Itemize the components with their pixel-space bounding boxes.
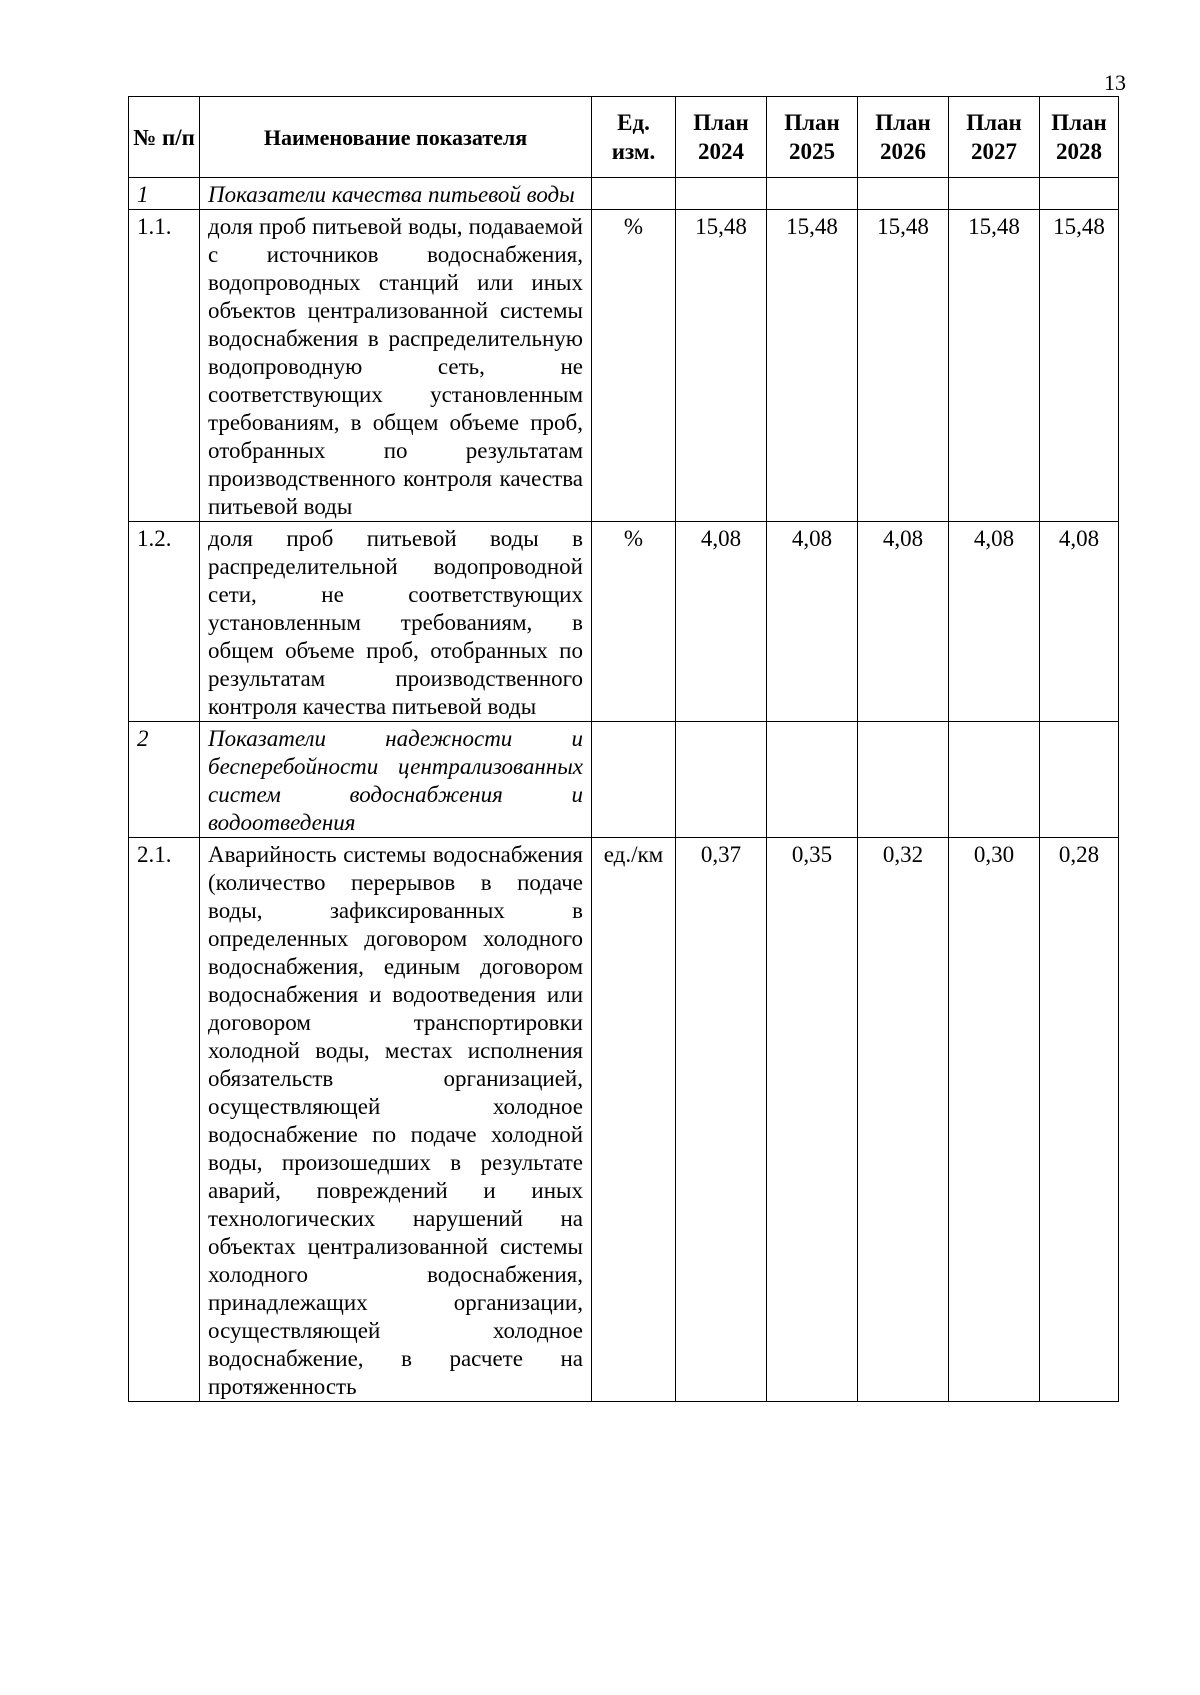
row-num: 1.1. [129, 210, 200, 522]
row-value-2028 [1040, 178, 1119, 210]
row-value-2028 [1040, 722, 1119, 838]
row-value-2025 [767, 178, 858, 210]
header-plan-2025: План 2025 [767, 97, 858, 178]
table-row [129, 838, 1119, 1402]
row-unit [592, 178, 676, 210]
row-num: 1.2. [129, 522, 200, 722]
header-num: № п/п [129, 97, 200, 178]
row-value-2027: 0,30 [949, 838, 1040, 1402]
row-name: доля проб питьевой воды в распределительной водопроводной сети, не соответствующих установленным требованиям, в общем объеме проб, отобранных по результатам производственного контроля качества питьевой воды [200, 522, 592, 722]
row-unit: % [592, 210, 676, 522]
row-value-2025: 4,08 [767, 522, 858, 722]
row-value-2028: 0,28 [1040, 838, 1119, 1402]
row-value-2025: 15,48 [767, 210, 858, 522]
row-value-2028: 4,08 [1040, 522, 1119, 722]
row-value-2027 [949, 722, 1040, 838]
row-value-2027: 4,08 [949, 522, 1040, 722]
row-name: Аварийность системы водоснабжения (количество перерывов в подаче воды, зафиксированных в определенных договором холодного водоснабжения, единым договором водоснабжения и водоотведения или договором транспортировки холодной воды, местах исполнения обязательств организацией, осуществляющей холодное водоснабжение по подаче холодной воды, произошедших в результате аварий, повреждений и иных технологических нарушений на объектах централизованной системы холодного водоснабжения, принадлежащих организации, осуществляющей холодное водоснабжение, в расчете на протяженность [200, 838, 592, 1402]
row-unit: ед./км [592, 838, 676, 1402]
page-number: 13 [1104, 70, 1126, 95]
table-header-row [129, 97, 1119, 178]
row-value-2025 [767, 722, 858, 838]
row-value-2024 [676, 178, 767, 210]
row-value-2027: 15,48 [949, 210, 1040, 522]
header-name: Наименование показателя [200, 97, 592, 178]
row-value-2024 [676, 722, 767, 838]
header-plan-2028: План 2028 [1040, 97, 1119, 178]
row-value-2024: 15,48 [676, 210, 767, 522]
table-row [129, 722, 1119, 838]
row-value-2027 [949, 178, 1040, 210]
row-value-2026 [858, 722, 949, 838]
row-value-2025: 0,35 [767, 838, 858, 1402]
table-row [129, 178, 1119, 210]
row-value-2024: 4,08 [676, 522, 767, 722]
row-name: Показатели качества питьевой воды [200, 178, 592, 210]
table-row [129, 522, 1119, 722]
row-value-2024: 0,37 [676, 838, 767, 1402]
header-unit: Ед. изм. [592, 97, 676, 178]
row-value-2026: 15,48 [858, 210, 949, 522]
header-plan-2026: План 2026 [858, 97, 949, 178]
table-row [129, 210, 1119, 522]
row-value-2026: 0,32 [858, 838, 949, 1402]
row-num: 2.1. [129, 838, 200, 1402]
row-name: Показатели надежности и бесперебойности централизованных систем водоснабжения и водоотведения [200, 722, 592, 838]
row-unit [592, 722, 676, 838]
row-num: 2 [129, 722, 200, 838]
row-unit: % [592, 522, 676, 722]
header-plan-2024: План 2024 [676, 97, 767, 178]
row-value-2028: 15,48 [1040, 210, 1119, 522]
header-plan-2027: План 2027 [949, 97, 1040, 178]
indicators-table [128, 96, 1119, 1402]
row-name: доля проб питьевой воды, подаваемой с источников водоснабжения, водопроводных станций или иных объектов централизованной системы водоснабжения в распределительную водопроводную сеть, не соответствующих установленным требованиям, в общем объеме проб, отобранных по результатам производственного контроля качества питьевой воды [200, 210, 592, 522]
row-value-2026 [858, 178, 949, 210]
row-num: 1 [129, 178, 200, 210]
row-value-2026: 4,08 [858, 522, 949, 722]
